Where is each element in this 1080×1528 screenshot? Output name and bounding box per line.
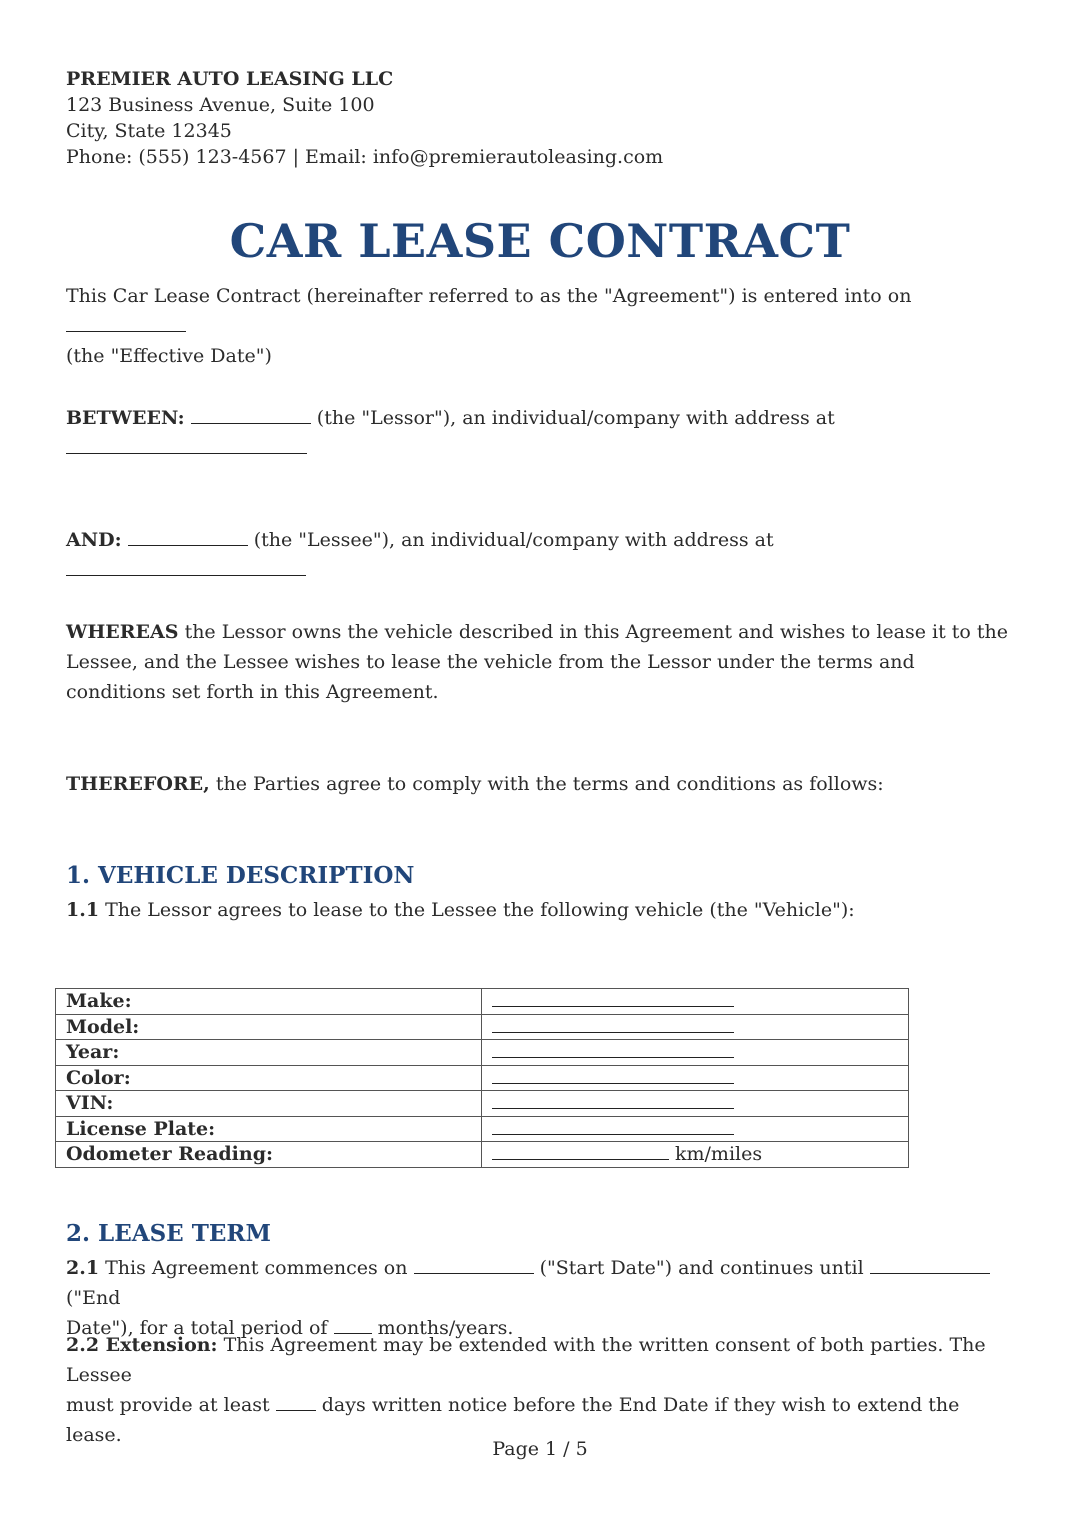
end-date-blank[interactable]	[870, 1255, 990, 1274]
page-number: Page 1 / 5	[492, 1438, 588, 1460]
clause-text: ("End	[66, 1287, 121, 1309]
notice-days-blank[interactable]	[276, 1392, 316, 1411]
vehicle-field-value	[482, 1142, 909, 1168]
lessor-name-blank[interactable]	[191, 405, 311, 424]
clause-text: days written notice before the End Date if they wish to extend the lease.	[66, 1394, 960, 1446]
vehicle-field-blank[interactable]	[492, 1117, 734, 1135]
whereas-text: the Lessor owns the vehicle described in this Agreement and wishes to lease it to the Lessee, and the Lessee wishes to lease the vehicle from the Lessor under the terms and conditions set forth in this Agreement.	[66, 621, 1009, 703]
clause-text: ("Start Date") and continues until	[539, 1257, 864, 1279]
vehicle-field-blank[interactable]	[492, 1040, 734, 1058]
whereas-label: WHEREAS	[66, 621, 179, 643]
unit-label: km/miles	[675, 1143, 763, 1166]
vehicle-field-value	[482, 1091, 909, 1117]
clause-1-1	[66, 895, 1016, 925]
clause-text: must provide at least	[66, 1394, 270, 1416]
clause-number: 1.1	[66, 899, 100, 921]
between-text: (the "Lessor"), an individual/company with address at	[316, 407, 835, 429]
section-heading-lease-term: 2. LEASE TERM	[66, 1220, 271, 1247]
vehicle-field-label: License Plate:	[56, 1116, 482, 1142]
vehicle-field-label: Odometer Reading:	[56, 1142, 482, 1168]
and-paragraph	[66, 525, 1016, 585]
effective-date-blank[interactable]	[66, 313, 186, 332]
vehicle-field-blank[interactable]	[492, 1015, 734, 1033]
vehicle-table	[55, 988, 909, 1168]
clause-text: The Lessor agrees to lease to the Lessee the following vehicle (the "Vehicle"):	[105, 899, 855, 921]
intro-paragraph	[66, 281, 1016, 371]
start-date-blank[interactable]	[414, 1255, 534, 1274]
therefore-text: the Parties agree to comply with the terms and conditions as follows:	[215, 773, 884, 795]
lessee-address-blank[interactable]	[66, 557, 306, 576]
table-row	[56, 1116, 909, 1142]
vehicle-field-label: VIN:	[56, 1091, 482, 1117]
clause-label: 2.2 Extension:	[66, 1334, 218, 1356]
table-row	[56, 1014, 909, 1040]
company-address-line1: 123 Business Avenue, Suite 100	[66, 94, 375, 116]
table-row	[56, 1142, 909, 1168]
between-paragraph	[66, 403, 1016, 463]
table-row	[56, 1091, 909, 1117]
clause-text: This Agreement commences on	[105, 1257, 408, 1279]
lessee-name-blank[interactable]	[128, 527, 248, 546]
clause-text: Date"), for a total period of	[66, 1317, 328, 1339]
vehicle-field-blank[interactable]	[492, 1066, 734, 1084]
and-label: AND:	[66, 529, 122, 551]
table-row	[56, 1065, 909, 1091]
vehicle-field-value	[482, 1065, 909, 1091]
lessor-address-blank[interactable]	[66, 435, 307, 454]
intro-text-2: (the "Effective Date")	[66, 345, 272, 367]
vehicle-field-value	[482, 1040, 909, 1066]
vehicle-field-value	[482, 1116, 909, 1142]
and-text: (the "Lessee"), an individual/company with address at	[253, 529, 774, 551]
vehicle-field-label: Year:	[56, 1040, 482, 1066]
intro-text: This Car Lease Contract (hereinafter referred to as the "Agreement") is entered into on	[66, 285, 912, 307]
section-heading-vehicle: 1. VEHICLE DESCRIPTION	[66, 862, 415, 889]
vehicle-field-label: Color:	[56, 1065, 482, 1091]
clause-2-2	[66, 1330, 1016, 1450]
vehicle-field-blank[interactable]	[492, 1091, 734, 1109]
company-name: PREMIER AUTO LEASING LLC	[66, 68, 394, 90]
between-label: BETWEEN:	[66, 407, 185, 429]
vehicle-field-value	[482, 989, 909, 1015]
vehicle-field-value	[482, 1014, 909, 1040]
therefore-label: THEREFORE,	[66, 773, 210, 795]
table-row	[56, 1040, 909, 1066]
table-row	[56, 989, 909, 1015]
document-title: CAR LEASE CONTRACT	[229, 214, 851, 268]
clause-number: 2.1	[66, 1257, 100, 1279]
vehicle-field-label: Make:	[56, 989, 482, 1015]
vehicle-field-blank[interactable]	[492, 989, 734, 1007]
clause-text: This Agreement may be extended with the written consent of both parties. The Lessee	[66, 1334, 986, 1386]
vehicle-field-label: Model:	[56, 1014, 482, 1040]
whereas-paragraph	[66, 617, 1016, 707]
therefore-paragraph	[66, 769, 1016, 799]
vehicle-field-blank[interactable]	[492, 1142, 669, 1160]
company-address-line2: City, State 12345	[66, 120, 232, 142]
company-contact: Phone: (555) 123-4567 | Email: info@premierautoleasing.com	[66, 146, 664, 168]
clause-text: months/years.	[377, 1317, 514, 1339]
